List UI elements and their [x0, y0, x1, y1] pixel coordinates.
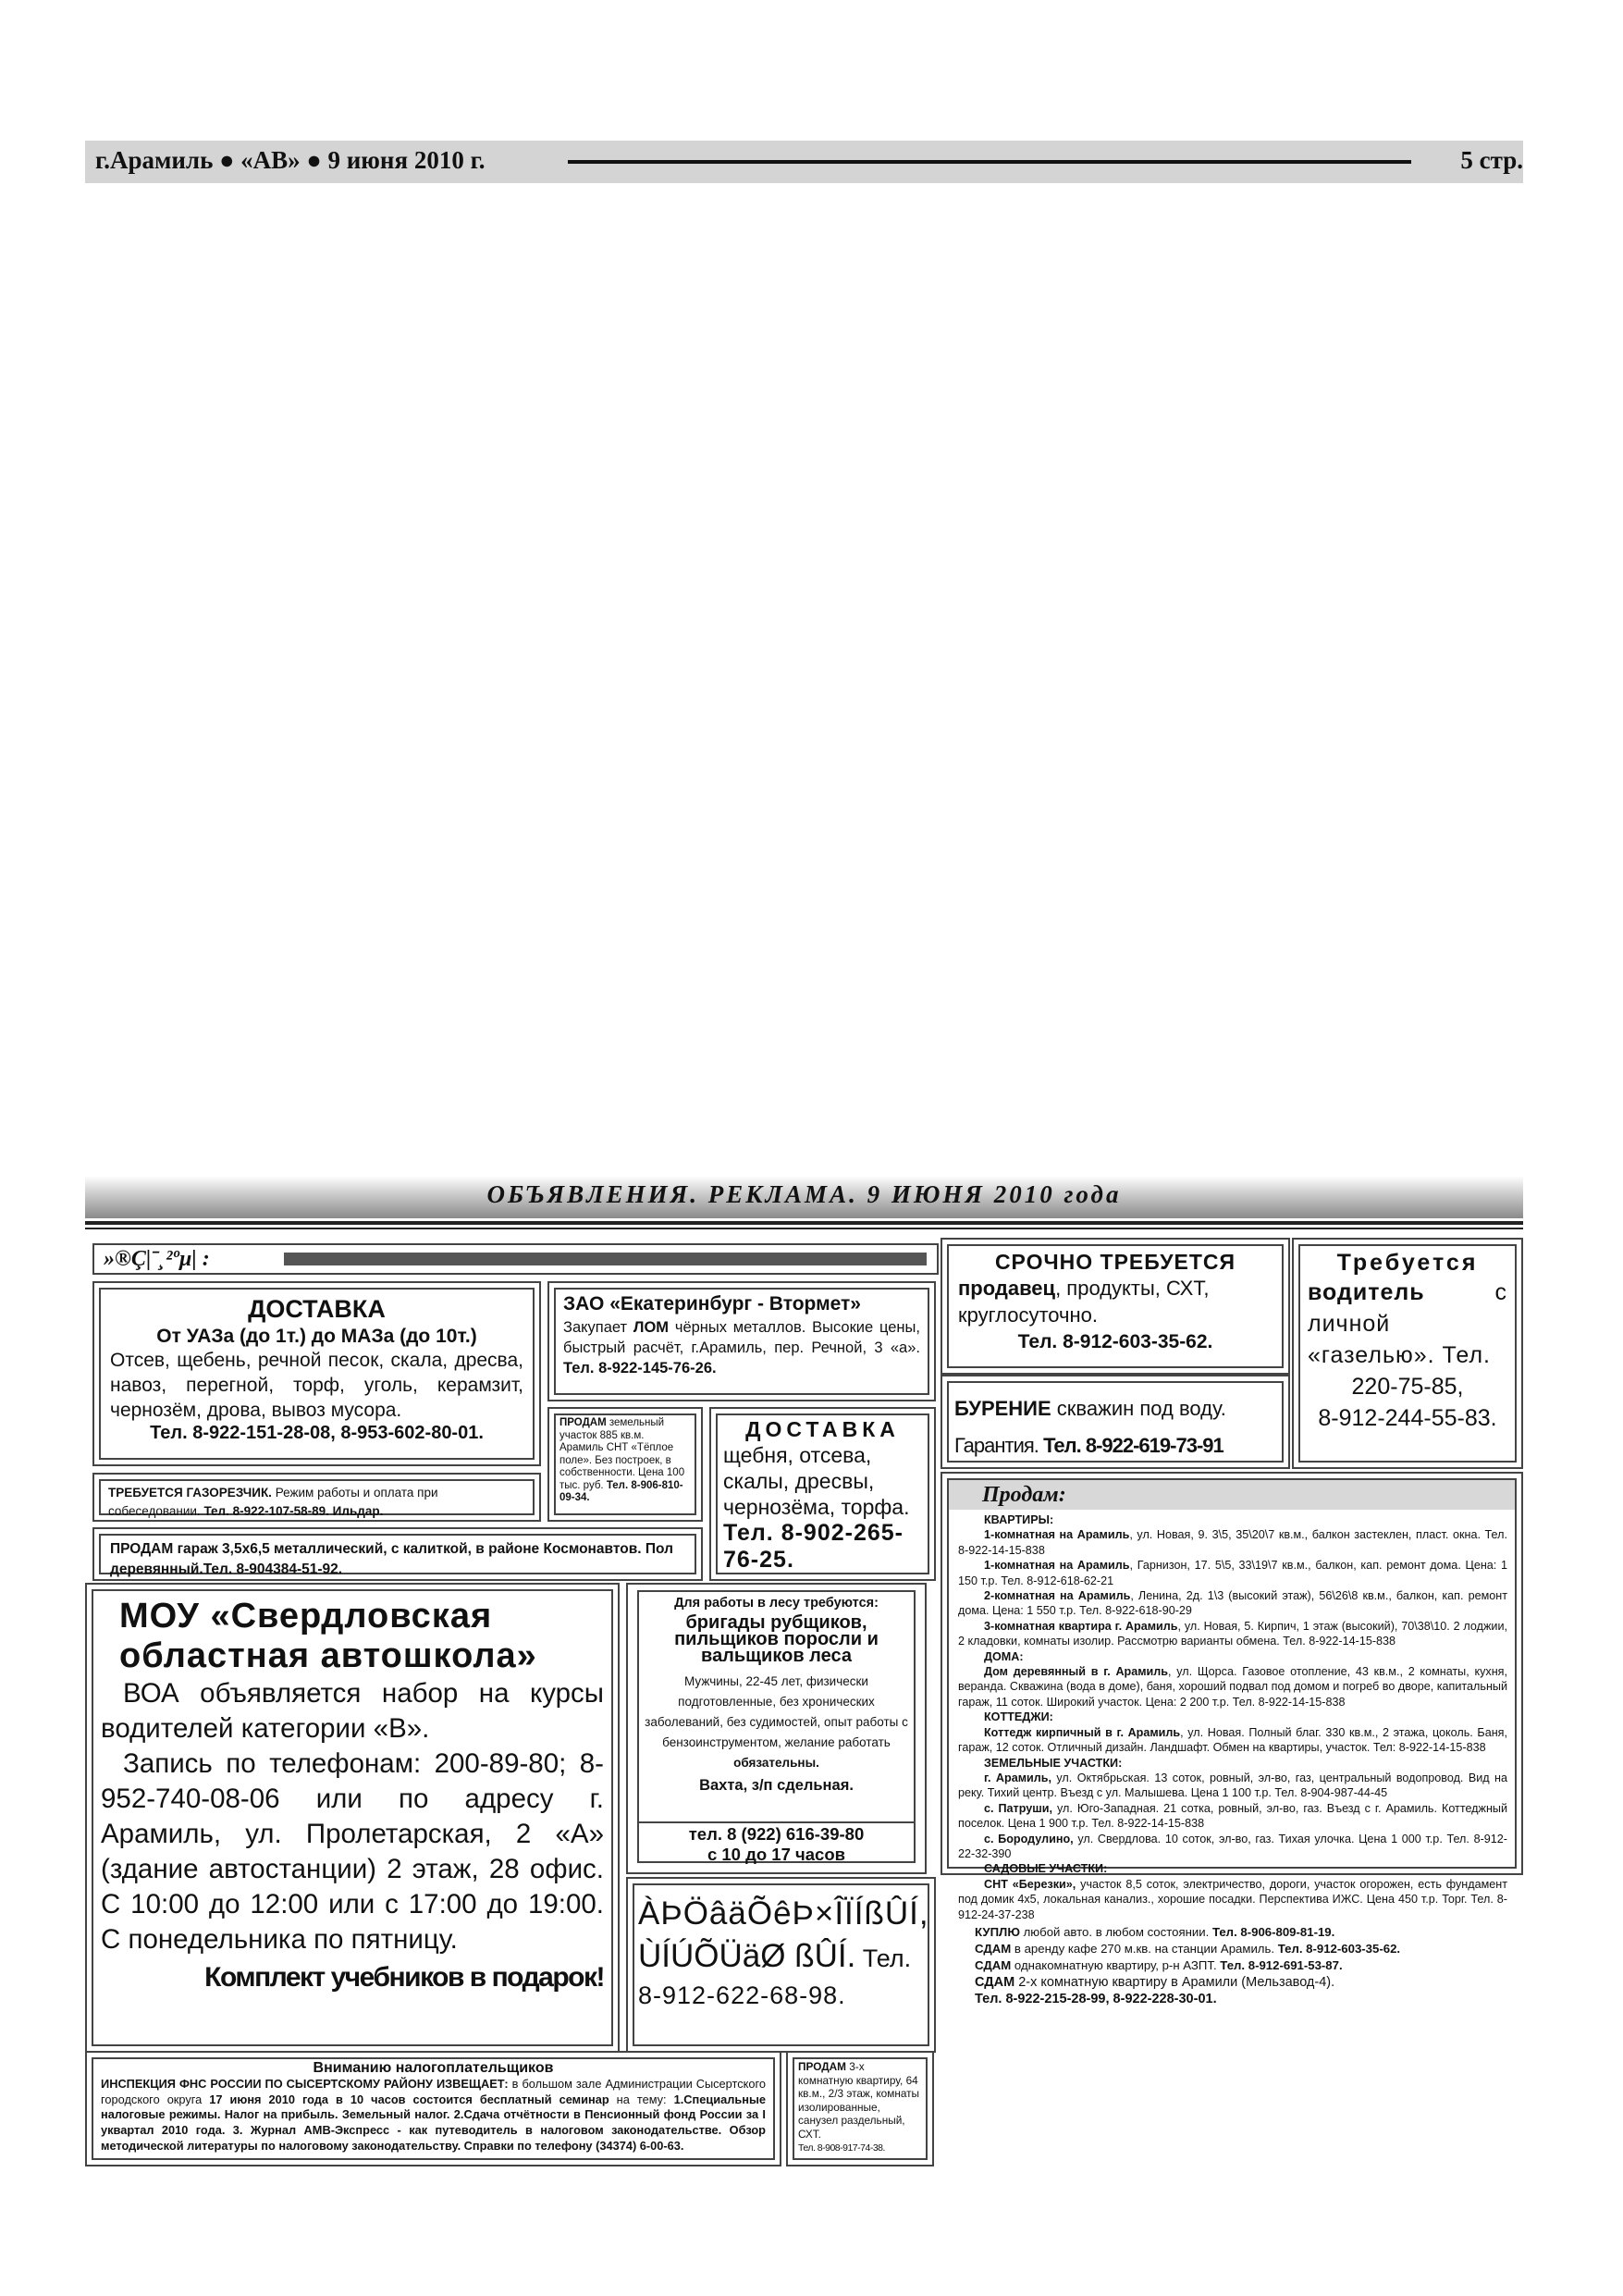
ad-urgent	[941, 1238, 1290, 1375]
section-title: ОБЪЯВЛЕНИЯ. РЕКЛАМА. 9 ИЮНЯ 2010 года	[486, 1180, 1122, 1208]
forest-head: Для работы в лесу требуются:	[674, 1596, 879, 1611]
sell-line-text: , ул. Новая, 9. 3\5, 35\20\7 кв.м., балкон застеклен, пласт. окна. Тел. 8-922-14-15-838	[958, 1528, 1507, 1557]
sell-line-text: , Ленина, 2д. 1\3 (высокий этаж), 56\26\8 кв.м., балкон, кап. ремонт дома. Цена: 1 550 т.р. Тел. 8-922-618-90-29	[958, 1589, 1507, 1618]
sell-line-text: ул. Юго-Западная. 21 сотка, ровный, эл-во, газ. Въезд с г. Арамиль. Коттеджный поселок. Цена 1 900 т.р. Тел. 8-922-14-15-838	[958, 1801, 1507, 1831]
ad-gascutter-text: Режим работы и оплата при собеседовании.	[108, 1486, 438, 1518]
school-p2: Запись по телефонам: 200-89-80; 8-952-740-08-06 или по адресу г. Арамиль, ул. Пролетарская, 2 «А» (здание автостанции) 2 этаж, 28 офис. С 10:00 до 12:00 или с 17:00 до 19:00. С понедельника по пятницу.	[101, 1748, 604, 1955]
ad-drilling-bold: БУРЕНИЕ	[954, 1397, 1051, 1420]
sell-line	[958, 1527, 1507, 1558]
sell-line	[958, 1861, 1507, 1876]
ad-driving-school	[85, 1583, 620, 2053]
sell-line	[958, 1619, 1507, 1649]
tax-p3-bold: 1.Специальные налоговые режимы. Налог на прибыль. Земельный налог. 2.Сдача отчётности в Пенсионный фонд России за I уквартал 2010 года. 3. Журнал АМВ-Экспресс - как путеводитель в налоговом законодательстве. Обзор методической литературы по налоговому законодательству. Справки по телефону (34374) 6-00-63.	[101, 2092, 766, 2153]
rubric-bar	[92, 1243, 939, 1275]
ad-sell-heading: Продам:	[949, 1480, 1515, 1510]
sell-line-label: г. Арамиль,	[984, 1771, 1051, 1784]
ad-sell-rent1	[975, 1941, 1507, 1957]
ad-drilling-phone: Тел. 8-922-619-73-91	[1043, 1434, 1223, 1457]
ad-vtormet-title: ЗАО «Екатеринбург - Втормет»	[563, 1293, 861, 1315]
forest-hours: с 10 до 17 часов	[707, 1845, 846, 1864]
ad-driver-phone1: 220-75-85,	[1351, 1374, 1464, 1400]
forest-phone: тел. 8 (922) 616-39-80	[688, 1824, 865, 1844]
page-header-left: г.Арамиль ● «АВ» ● 9 июня 2010 г.	[95, 146, 486, 174]
sell-line	[958, 1710, 1507, 1724]
sell-line-label: 1-комнатная на Арамиль	[984, 1559, 1130, 1573]
tax-p2-bold: 17 июня 2010 года в 10 часов состоится бесплатный семинар	[209, 2092, 609, 2106]
sell-line-label: ЗЕМЕЛЬНЫЕ УЧАСТКИ:	[984, 1756, 1123, 1770]
ad-drilling	[941, 1375, 1290, 1469]
ad-gascutter-bold: ТРЕБУЕТСЯ ГАЗОРЕЗЧИК.	[108, 1486, 272, 1500]
sell-line-text: участок 8,5 соток, электричество, дороги, участок огорожен, есть фундамент под домик 4х5, локальная канализ., хорошие посадки. Перспектива ИЖС. Цена 450 т.р. Торг. Тел. 8-912-24-37-238	[958, 1877, 1507, 1921]
buy-phone: Тел. 8-906-809-81-19.	[1211, 1924, 1335, 1939]
rent1-label: СДАМ	[975, 1941, 1012, 1956]
sell-line	[958, 1649, 1507, 1664]
ad-sell-rent3	[975, 1974, 1507, 2007]
ad-garage	[92, 1527, 703, 1581]
rent1-text: в аренду кафе 270 м.кв. на станции Арамиль.	[1011, 1941, 1278, 1956]
ad-sell	[941, 1472, 1523, 2006]
ad-vtormet-body2: чёрных металлов. Высокие цены, быстрый расчёт, г.Арамиль, пер. Речной, 3 «а».	[563, 1319, 920, 1356]
section-rule-thin	[85, 1228, 1523, 1229]
ad-delivery	[92, 1281, 541, 1466]
buy-label: КУПЛЮ	[975, 1924, 1020, 1939]
section-rule	[85, 1221, 1523, 1225]
ad-driver-phone2: 8-912-244-55-83.	[1318, 1405, 1497, 1431]
rubric-label: »®Ç|ˉ¸²ºµ| :	[104, 1247, 210, 1271]
ad-driver	[1292, 1238, 1523, 1469]
sell-line-label: 3-комнатная квартира г. Арамиль	[984, 1619, 1178, 1633]
forest-divider	[639, 1821, 914, 1823]
rent1-phone: Тел. 8-912-603-35-62.	[1277, 1941, 1401, 1956]
ad-drilling-text: скважин под воду.	[1056, 1397, 1226, 1420]
forest-title: бригады рубщиков, пильщиков поросли и вальщиков леса	[674, 1612, 879, 1666]
tax-p1-bold: ИНСПЕКЦИЯ ФНС РОССИИ ПО СЫСЕРТСКОМУ РАЙОНУ ИЗВЕЩАЕТ:	[101, 2076, 509, 2091]
rent3-label: СДАМ	[975, 1974, 1015, 1990]
flat3-bold: ПРОДАМ	[798, 2060, 846, 2073]
school-title-2: областная автошкола»	[119, 1636, 537, 1675]
sell-line-text: , Гарнизон, 17. 5\5, 33\19\7 кв.м., балкон, кап. ремонт дома. Цена: 1 150 т.р. Тел. 8-912-618-62-21	[958, 1559, 1507, 1587]
sell-line	[958, 1558, 1507, 1588]
encoded-phone: 8-912-622-68-98.	[638, 1981, 846, 2009]
sell-line-label: СНТ «Березки»,	[984, 1877, 1076, 1891]
ad-vtormet-bold: ЛОМ	[633, 1319, 670, 1336]
sell-line	[958, 1832, 1507, 1862]
ad-urgent-text: , продукты, СХТ, круглосуточно.	[958, 1277, 1210, 1327]
ad-land-bold: ПРОДАМ	[559, 1417, 607, 1428]
ad-gascutter	[92, 1473, 541, 1522]
rent3-text: 2-х комнатную квартиру в Арамили (Мельзавод-4).	[1014, 1974, 1335, 1990]
school-promo: Комплект учебников в подарок!	[204, 1962, 604, 1993]
ad-delivery-body: Отсев, щебень, речной песок, скала, дресва, навоз, перегной, торф, уголь, керамзит, чернозём, дрова, вывоз мусора.	[110, 1350, 523, 1421]
sell-line	[958, 1588, 1507, 1619]
rent2-label: СДАМ	[975, 1957, 1012, 1972]
sell-line-text: , ул. Новая, 5. Кирпич, 1 этаж (высокий), 70\38\10. 2 лоджии, 2 кладовки, комнаты изолир. Рассмотрю варианты обмена. Тел. 8-922-14-15-838	[958, 1619, 1507, 1648]
encoded-tel: Тел.	[855, 1944, 912, 1972]
sell-line-text: , ул. Новая. Полный благ. 330 кв.м., 2 этажа, цоколь. Баня, гараж, 12 соток. Отличный дизайн. Ландшафт. Обмен на квартиры, участок. Тел: 8-922-14-15-838	[958, 1725, 1507, 1755]
ad-encoded	[626, 1877, 936, 2053]
ad-flat3	[786, 2051, 934, 2166]
ad-drilling-text2: Гарантия.	[954, 1434, 1039, 1457]
ad-delivery-2	[709, 1407, 936, 1581]
sell-line-label: с. Патруши,	[984, 1801, 1052, 1815]
sell-line	[958, 1877, 1507, 1922]
rent3-phone: Тел. 8-922-215-28-99, 8-922-228-30-01.	[975, 1991, 1217, 2006]
sell-line-label: с. Бородулино,	[984, 1832, 1074, 1845]
ad-urgent-phone: Тел. 8-912-603-35-62.	[1017, 1331, 1213, 1352]
sell-line-text: , ул. Щорса. Газовое отопление, 43 кв.м., 2 комнаты, кухня, веранда. Скважина (вода в доме), баня, хороший подвал под домом и погреб во дворе, капитальный гараж, 11 соток. Широкий участок. Цена: 2 200 т.р. Тел. 8-922-14-15-838	[958, 1665, 1507, 1709]
encoded-line-2: ÙÍÚÕÜäØ ßÛÍ.	[638, 1938, 856, 1974]
ad-land-phone: Тел. 8-906-810-09-34.	[559, 1479, 683, 1503]
school-title-1: МОУ «Свердловская	[119, 1597, 493, 1636]
sell-line	[958, 1725, 1507, 1756]
sell-line-text: ул. Октябрьская. 13 соток, ровный, эл-во, газ, центральный водопровод. Вид на реку. Тихий центр. Въезд с ул. Малышева. Цена 1 100 т.р. Тел. 8-904-987-44-45	[958, 1771, 1507, 1800]
rubric-fill	[284, 1253, 927, 1265]
forest-body: Мужчины, 22-45 лет, физически подготовленные, без хронических заболеваний, без судимостей, опыт работы с бензоинструментом, желание работать	[645, 1674, 908, 1749]
sell-line	[958, 1771, 1507, 1801]
tax-title: Вниманию налогоплательщиков	[313, 2060, 554, 2076]
ad-driver-title: Требуется	[1336, 1250, 1479, 1276]
sell-line	[958, 1664, 1507, 1710]
sell-line	[958, 1512, 1507, 1527]
sell-line-label: САДОВЫЕ УЧАСТКИ:	[984, 1862, 1108, 1876]
ad-land	[547, 1407, 703, 1522]
rent2-text: однакомнатную квартиру, р-н АЗПТ.	[1011, 1957, 1221, 1972]
ad-delivery-title: ДОСТАВКА	[248, 1295, 386, 1323]
sell-line-text: ул. Свердлова. 10 соток, эл-во, газ. Тихая улочка. Цена 1 000 т.р. Тел. 8-912-22-32-390	[958, 1832, 1507, 1860]
ad-land-text: земельный участок 885 кв.м. Арамиль СНТ «Тёплое поле». Без построек, в собственности. Цена 100 тыс. руб.	[559, 1417, 685, 1491]
flat3-phone: Тел. 8-908-917-74-38.	[798, 2142, 885, 2154]
page-number: 5 стр.	[1460, 146, 1523, 174]
sell-line-label: ДОМА:	[984, 1649, 1024, 1663]
sell-line-label: 1-комнатная на Арамиль	[984, 1528, 1130, 1542]
ad-garage-text: ПРОДАМ гараж 3,5х6,5 металлический, с калиткой, в районе Космонавтов. Пол деревянный.Тел. 8-904384-51-92.	[99, 1534, 696, 1574]
ad-urgent-bold: продавец	[958, 1277, 1056, 1300]
encoded-line-1: ÀÞÖâäÕêÞ×ÎÏÍßÛÍ,	[638, 1895, 929, 1932]
buy-text: любой авто. в любом состоянии.	[1019, 1924, 1212, 1939]
ad-vtormet-body1: Закупает	[563, 1319, 628, 1336]
ad-driver-bold: водитель	[1308, 1279, 1425, 1305]
sell-line	[958, 1801, 1507, 1832]
rent2-phone: Тел. 8-912-691-53-87.	[1220, 1957, 1343, 1972]
forest-bold: обязательны.	[733, 1756, 819, 1770]
tax-p2: на тему:	[609, 2092, 674, 2106]
ad-delivery2-body: щебня, отсева, скалы, дресвы, чернозёма, торфа.	[723, 1443, 910, 1519]
header-rule	[568, 160, 1411, 164]
school-p1: ВОА объявляется набор на курсы водителей категории «В».	[101, 1678, 604, 1744]
ad-vtormet	[547, 1281, 936, 1401]
sell-line-label: 2-комнатная на Арамиль	[984, 1589, 1131, 1603]
forest-shift: Вахта, з/п сдельная.	[699, 1777, 854, 1794]
ad-vtormet-phone: Тел. 8-922-145-76-26.	[563, 1360, 717, 1376]
ad-sell-rent2	[975, 1957, 1507, 1974]
sell-line-label: КВАРТИРЫ:	[984, 1513, 1054, 1526]
sell-line-label: КОТТЕДЖИ:	[984, 1710, 1053, 1724]
ad-urgent-title: СРОЧНО ТРЕБУЕТСЯ	[994, 1250, 1236, 1274]
ad-sell-buy	[975, 1924, 1507, 1941]
flat3-text: 3-х комнатную квартиру, 64 кв.м., 2/3 этаж, комнаты изолированные, санузел раздельный, СХТ.	[798, 2060, 920, 2141]
ad-delivery2-title: ДОСТАВКА	[745, 1417, 900, 1441]
ad-driver-text: с личной «газелью». Тел.	[1308, 1279, 1507, 1368]
sell-line-label: Коттедж кирпичный в г. Арамиль	[984, 1725, 1181, 1739]
sell-line	[958, 1756, 1507, 1771]
ad-delivery-phone: Тел. 8-922-151-28-08, 8-953-602-80-01.	[150, 1423, 484, 1443]
ad-delivery2-phone: Тел. 8-902-265-76-25.	[723, 1520, 904, 1573]
ad-forest	[626, 1583, 927, 1874]
ad-sell-list	[949, 1510, 1515, 1922]
ad-delivery-subtitle: От УАЗа (до 1т.) до МАЗа (до 10т.)	[156, 1326, 477, 1347]
sell-line-label: Дом деревянный в г. Арамиль	[984, 1665, 1169, 1679]
ad-tax-notice	[85, 2051, 781, 2166]
ad-gascutter-phone: Тел. 8-922-107-58-89. Ильдар.	[203, 1504, 384, 1518]
tax-p1: в большом зале Администрации Сысертского городского округа	[101, 2076, 766, 2106]
